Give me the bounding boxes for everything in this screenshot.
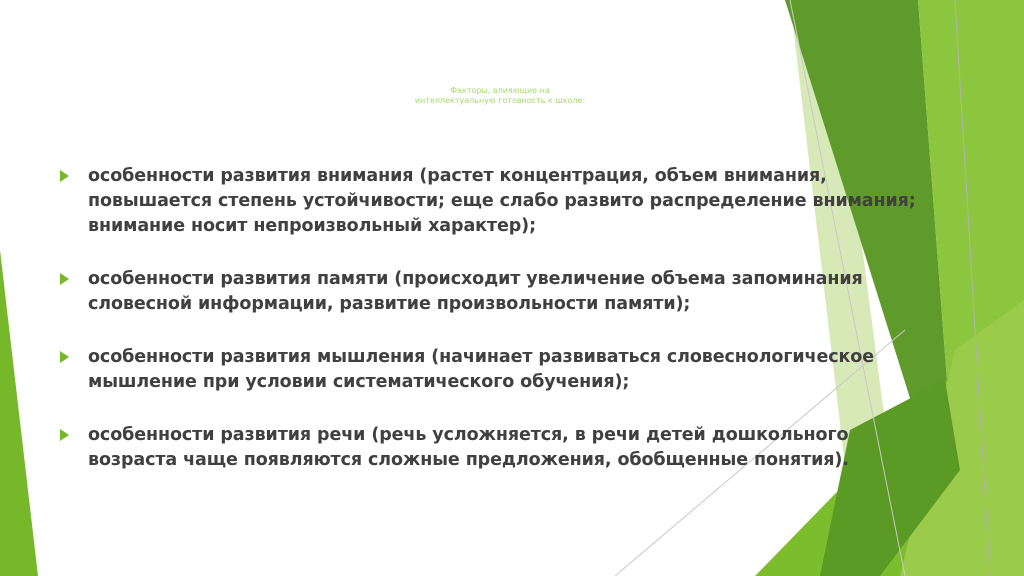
slide-title-line-2: интеллектуальную готовность к школе: [414,96,586,105]
list-item [60,423,940,473]
triangle-right-icon [60,170,69,182]
bullet-text: особенности развития внимания (растет концентрация, объем внимания, повышается степень устойчивости; еще слабо развито распределение внимания; внимание носит непроизвольный характер); [88,166,916,236]
bullet-text: особенности развития памяти (происходит увеличение объема запоминания словесной информации, развитие произвольности памяти); [88,269,863,314]
triangle-right-icon [60,429,69,441]
triangle-right-icon [60,351,69,363]
bullet-list [60,164,940,501]
slide-title-line-1: Факторы, влияющие на [450,86,550,95]
list-item [60,164,940,239]
bullet-text: особенности развития речи (речь усложняется, в речи детей дошкольного возраста чаще появляются сложные предложения, обобщенные понятия). [88,425,849,470]
list-item [60,267,940,317]
list-item [60,345,940,395]
triangle-right-icon [60,273,69,285]
left-green-wedge [0,250,38,576]
slide-title [330,86,670,106]
bullet-text: особенности развития мышления (начинает развиваться словеснологическое мышление при условии систематического обучения); [88,347,874,392]
